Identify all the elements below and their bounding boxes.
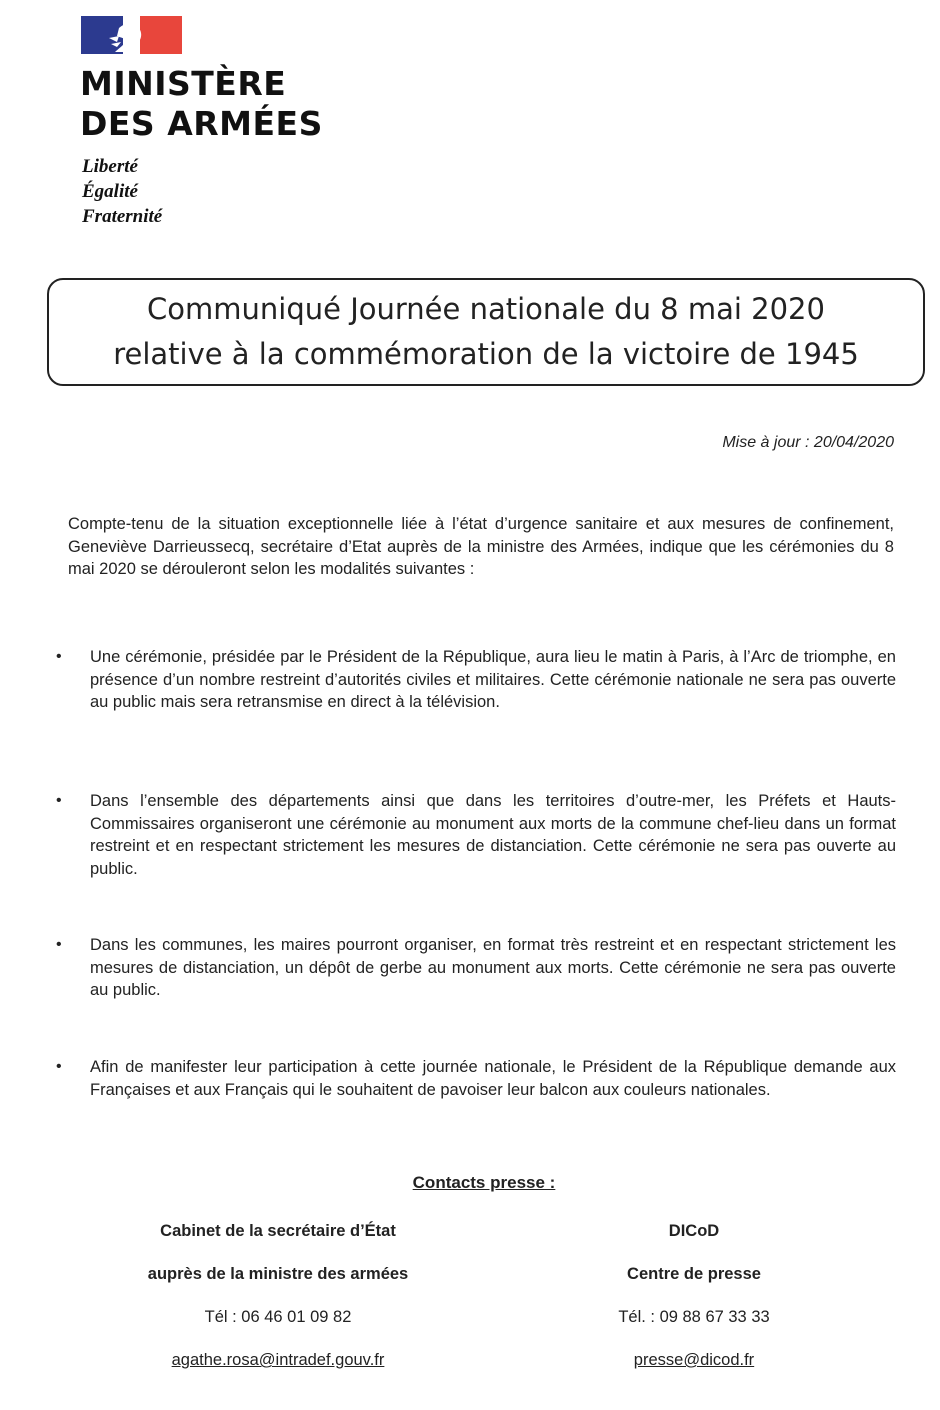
contact-dicod-subtitle: Centre de presse (627, 1265, 761, 1283)
list-item-text: Afin de manifester leur participation à cette journée nationale, le Président de la République demande aux Françaises et aux Français qui le souhaitent de pavoiser leur balcon aux couleurs nationales. (90, 1058, 896, 1099)
marianne-logo-icon (81, 16, 182, 54)
update-date: Mise à jour : 20/04/2020 (722, 434, 894, 451)
list-item (56, 646, 896, 714)
contact-dicod-phone: Tél. : 09 88 67 33 33 (618, 1308, 770, 1326)
list-item-text: Une cérémonie, présidée par le Président de la République, aura lieu le matin à Paris, à l’Arc de triomphe, en présence d’un nombre restreint d’autorités civiles et militaires. Cette cérémonie nationale ne sera pas ouverte au public mais sera retransmise en direct à la télévision. (90, 648, 896, 711)
contact-cabinet-email[interactable]: agathe.rosa@intradef.gouv.fr (171, 1351, 385, 1369)
list-item (56, 934, 896, 1002)
contacts-title: Contacts presse : (412, 1173, 556, 1192)
ministry-name (80, 64, 323, 144)
contact-cabinet (68, 1219, 488, 1391)
list-item (56, 1056, 896, 1101)
contact-cabinet-phone: Tél : 06 46 01 09 82 (204, 1308, 352, 1326)
title-line-1: Communiqué Journée nationale du 8 mai 2020 (147, 292, 825, 326)
title-line-2: relative à la commémoration de la victoire de 1945 (113, 337, 859, 371)
list-item-text: Dans l’ensemble des départements ainsi que dans les territoires d’outre-mer, les Préfets et Hauts-Commissaires organiseront une cérémonie au monument aux morts de la commune chef-lieu dans un format restreint et en respectant strictement les mesures de distanciation. Cette cérémonie ne sera pas ouverte au public. (90, 792, 896, 878)
contact-dicod (484, 1219, 904, 1391)
motto-egalite: Égalité (82, 181, 138, 202)
contact-dicod-name: DICoD (668, 1222, 720, 1240)
ministry-line-2: DES ARMÉES (80, 104, 323, 143)
motto-liberte: Liberté (82, 156, 138, 177)
contact-cabinet-subtitle: auprès de la ministre des armées (147, 1265, 409, 1283)
bullet-icon: • (56, 648, 62, 665)
contact-cabinet-name: Cabinet de la secrétaire d’État (160, 1222, 396, 1240)
bullet-icon: • (56, 1058, 62, 1075)
ministry-line-1: MINISTÈRE (80, 64, 287, 103)
title-box (47, 278, 925, 386)
bullet-icon: • (56, 792, 62, 809)
bullet-icon: • (56, 936, 62, 953)
list-item-text: Dans les communes, les maires pourront organiser, en format très restreint et en respectant strictement les mesures de distanciation, un dépôt de gerbe au monument aux morts. Cette cérémonie ne sera pas ouverte au public. (90, 936, 896, 999)
contact-dicod-email[interactable]: presse@dicod.fr (633, 1351, 755, 1369)
motto-fraternite: Fraternité (82, 206, 163, 227)
list-item (56, 790, 896, 880)
intro-paragraph: Compte-tenu de la situation exceptionnelle liée à l’état d’urgence sanitaire et aux mesures de confinement, Geneviève Darrieussecq, secrétaire d’Etat auprès de la ministre des Armées, indique que les cérémonies du 8 mai 2020 se dérouleront selon les modalités suivantes : (68, 515, 894, 578)
republic-motto (82, 154, 162, 229)
